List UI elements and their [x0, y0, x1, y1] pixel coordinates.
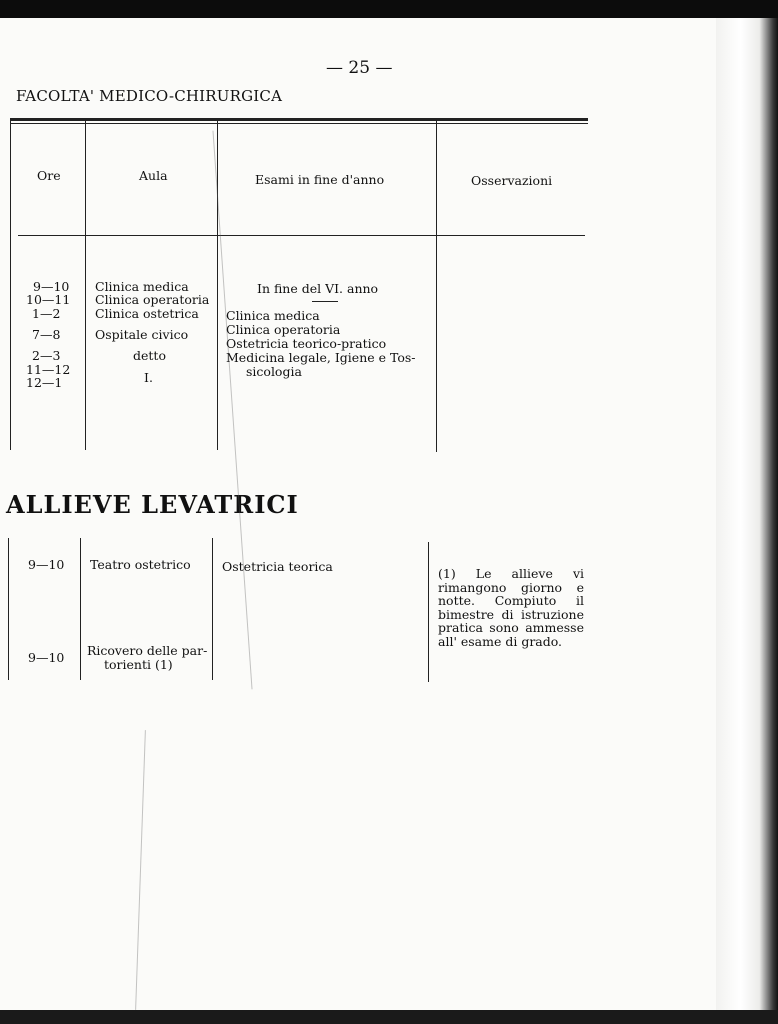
page-number: — 25 —: [326, 58, 393, 78]
exam-item-4: Medicina legale, Igiene e Tos-: [226, 350, 416, 365]
upper-aula-3: Clinica ostetrica: [95, 306, 199, 321]
lower-rule-left: [8, 538, 9, 680]
upper-aula-2: Clinica operatoria: [95, 292, 210, 307]
header-osservazioni: Osservazioni: [471, 173, 553, 188]
header-bottom-rule: [18, 235, 585, 236]
upper-ore-1: 9—10: [33, 279, 70, 294]
lower-aula-2a: Ricovero delle par-: [87, 643, 208, 658]
col-rule-esami: [436, 118, 437, 452]
lower-aula-2b: torienti (1): [104, 657, 173, 672]
exam-item-1: Clinica medica: [226, 308, 320, 323]
upper-ore-4: 7—8: [32, 327, 61, 342]
table-top-rule-thin: [10, 123, 588, 124]
page-edge-shadow: [716, 18, 778, 1024]
upper-aula-5: detto: [133, 348, 166, 363]
lower-esami-1: Ostetricia teorica: [222, 559, 333, 574]
lower-aula-1: Teatro ostetrico: [90, 557, 191, 572]
footnote: (1) Le allieve vi rimangono giorno e notte. Compiuto il bimestre di istruzione pratica sono ammesse all' esame di grado.: [438, 566, 584, 649]
header-aula: Aula: [139, 168, 168, 183]
upper-ore-7: 12—1: [26, 375, 63, 390]
section-title: ALLIEVE LEVATRICI: [6, 490, 299, 519]
faculty-title: FACOLTA' MEDICO-CHIRURGICA: [16, 87, 283, 105]
lower-ore-2: 9—10: [28, 650, 65, 665]
header-esami: Esami in fine d'anno: [255, 172, 385, 187]
upper-aula-1: Clinica medica: [95, 279, 189, 294]
upper-ore-3: 1—2: [32, 306, 61, 321]
lower-rule-esami: [428, 542, 429, 682]
col-rule-aula: [217, 118, 218, 450]
exam-heading: In fine del VI. anno: [257, 281, 379, 296]
upper-aula-6: I.: [144, 370, 153, 385]
exam-item-2: Clinica operatoria: [226, 322, 341, 337]
header-ore: Ore: [37, 168, 61, 183]
upper-ore-5: 2—3: [32, 348, 61, 363]
upper-ore-6: 11—12: [26, 362, 71, 377]
upper-aula-4: Ospitale civico: [95, 327, 189, 342]
table-top-rule: [10, 118, 588, 121]
exam-heading-rule: [312, 301, 338, 302]
scan-top-border: [0, 0, 778, 20]
col-rule-left: [10, 118, 11, 450]
upper-ore-2: 10—11: [26, 292, 71, 307]
lower-rule-ore: [80, 538, 81, 680]
scan-bottom-border: [0, 1010, 778, 1024]
lower-ore-1: 9—10: [28, 557, 65, 572]
lower-rule-aula: [212, 538, 213, 680]
exam-item-3: Ostetricia teorico-pratico: [226, 336, 387, 351]
exam-item-5: sicologia: [246, 364, 302, 379]
col-rule-ore: [85, 118, 86, 450]
